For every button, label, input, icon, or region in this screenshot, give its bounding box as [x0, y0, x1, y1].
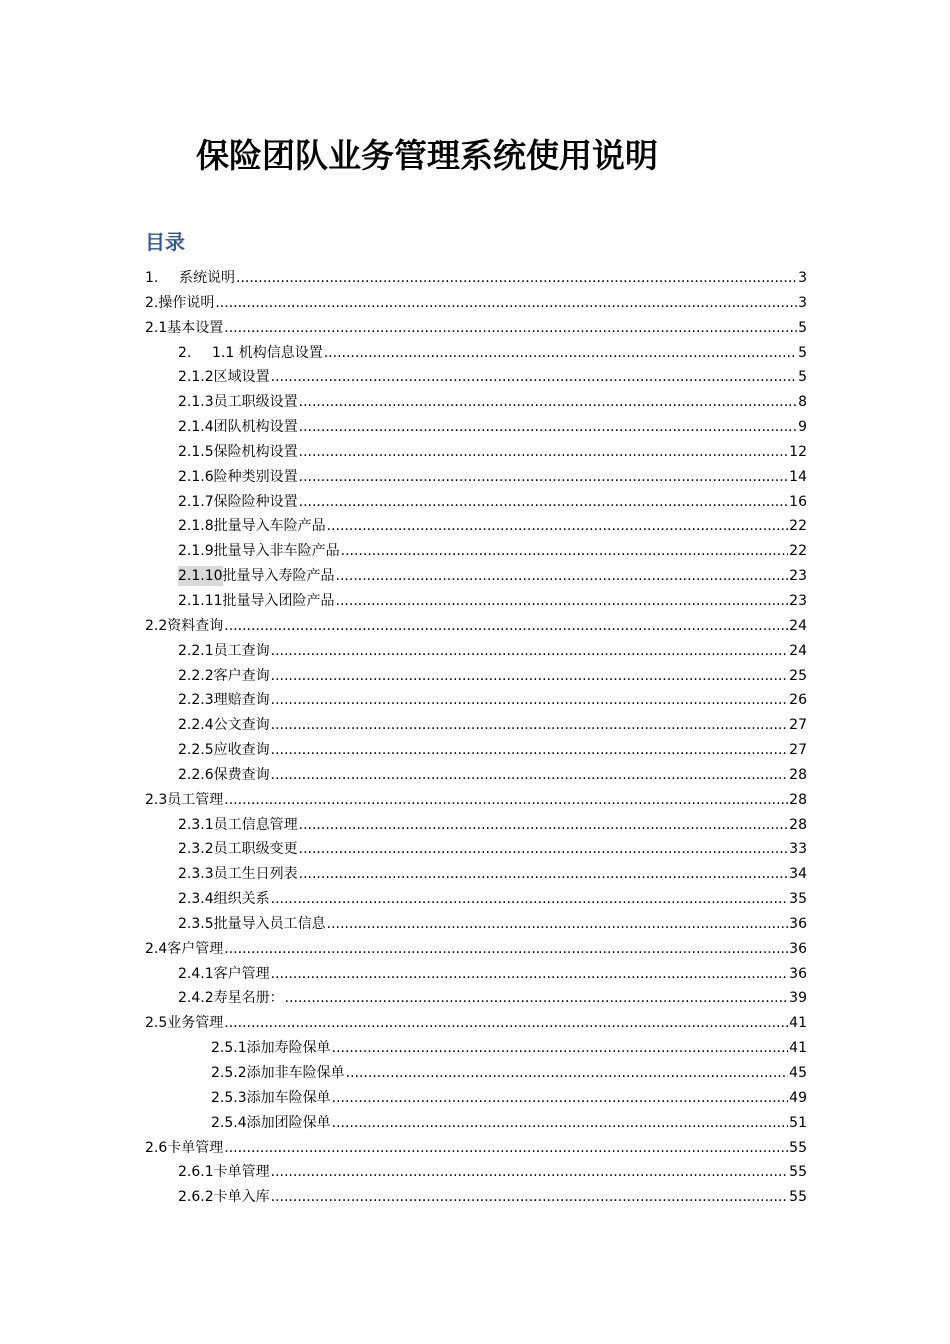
- toc-page-number: 24: [789, 642, 807, 659]
- toc-dot-leader: [271, 641, 789, 661]
- toc-entry-title: 客户查询: [213, 667, 270, 684]
- toc-page-number: 36: [789, 915, 807, 932]
- toc-page-number: 51: [789, 1114, 807, 1131]
- toc-entry-number: 2.3.1: [178, 816, 214, 833]
- toc-entry-title: 资料查询: [167, 617, 224, 634]
- toc-page-number: 12: [789, 443, 807, 460]
- toc-page-number: 23: [789, 592, 807, 609]
- toc-entry-number: 2.6.2: [178, 1189, 214, 1206]
- toc-entry-title: 理赔查询: [213, 692, 270, 709]
- toc-entry-title: 添加非车险保单: [246, 1065, 345, 1081]
- toc-entry-title: 险种类别设置: [213, 468, 298, 485]
- toc-entry-title: 员工职级设置: [213, 394, 298, 411]
- toc-entry-number: 2.6: [145, 1139, 168, 1156]
- toc-entry-title: 卡单管理: [213, 1164, 270, 1181]
- toc-entry[interactable]: [145, 988, 807, 1013]
- toc-entry-number: 2.1.5: [178, 443, 214, 460]
- toc-dot-leader: [271, 1187, 789, 1207]
- toc-entry-number: 2.2.6: [178, 766, 214, 783]
- toc-entry[interactable]: [145, 914, 807, 939]
- toc-dot-leader: [299, 864, 789, 884]
- toc-entry-title: 应收查询: [213, 742, 270, 759]
- toc-dot-leader: [224, 939, 788, 959]
- toc-dot-leader: [285, 988, 789, 1008]
- toc-entry[interactable]: [145, 516, 807, 541]
- toc-entry-title: 添加团险保单: [246, 1114, 331, 1131]
- toc-dot-leader: [271, 690, 789, 710]
- toc-entry-title: 操作说明: [158, 294, 215, 311]
- toc-dot-leader: [327, 516, 789, 536]
- toc-entry[interactable]: [145, 293, 807, 318]
- toc-entry[interactable]: [145, 616, 807, 641]
- toc-entry-number: 1.: [145, 270, 159, 286]
- toc-entry[interactable]: [145, 591, 807, 616]
- toc-entry-number: 2.5.4: [211, 1114, 247, 1131]
- toc-heading: 目录: [145, 230, 185, 254]
- toc-entry-title: 公文查询: [213, 717, 270, 734]
- toc-page-number: 22: [789, 518, 807, 535]
- toc-page-number: 22: [789, 543, 807, 560]
- toc-entry[interactable]: [145, 1088, 807, 1113]
- toc-page-number: 27: [789, 742, 807, 759]
- table-of-contents: [145, 268, 807, 1212]
- toc-entry-number: 2.: [178, 344, 192, 361]
- toc-dot-leader: [332, 1038, 789, 1058]
- toc-entry-number: 2.2.2: [178, 667, 214, 684]
- toc-entry-title: 添加车险保单: [246, 1089, 331, 1106]
- toc-entry-title: 组织关系: [213, 891, 270, 908]
- toc-entry-number: 2.2.4: [178, 717, 214, 734]
- toc-page-number: 3: [798, 294, 807, 311]
- toc-page-number: 16: [789, 493, 807, 510]
- toc-dot-leader: [271, 740, 789, 760]
- toc-entry[interactable]: [145, 417, 807, 442]
- toc-entry-title: 基本设置: [167, 319, 224, 336]
- toc-entry[interactable]: [145, 367, 807, 392]
- toc-entry[interactable]: [145, 964, 807, 989]
- toc-page-number: 5: [798, 369, 807, 386]
- toc-entry[interactable]: [145, 318, 807, 343]
- toc-page-number: 39: [789, 990, 807, 1007]
- toc-entry[interactable]: [145, 1138, 807, 1163]
- toc-page-number: 3: [798, 270, 807, 286]
- toc-entry-number: 2.4: [145, 940, 168, 957]
- toc-entry[interactable]: [145, 790, 807, 815]
- toc-dot-leader: [332, 1088, 789, 1108]
- toc-dot-leader: [236, 268, 797, 288]
- toc-entry-number: 2.6.1: [178, 1164, 214, 1181]
- toc-entry-number: 2.5.1: [211, 1040, 247, 1057]
- toc-entry[interactable]: [145, 268, 807, 293]
- toc-dot-leader: [215, 293, 797, 313]
- toc-entry-number: 2.3.2: [178, 841, 214, 858]
- toc-page-number: 28: [789, 766, 807, 783]
- toc-entry-number: 2.3.5: [178, 915, 214, 932]
- toc-page-number: 23: [789, 568, 807, 585]
- toc-entry-number: 2.1.9: [178, 543, 214, 560]
- toc-entry-title: 客户管理: [213, 965, 270, 982]
- toc-entry[interactable]: [145, 1187, 807, 1212]
- toc-dot-leader: [224, 318, 797, 338]
- toc-entry-title: 批量导入寿险产品: [222, 568, 335, 585]
- toc-page-number: 8: [798, 394, 807, 411]
- toc-page-number: 28: [789, 816, 807, 833]
- toc-entry-number: 2.4.2: [178, 990, 214, 1007]
- toc-entry[interactable]: [145, 666, 807, 691]
- document-title: 保险团队业务管理系统使用说明: [196, 136, 658, 175]
- toc-page-number: 27: [789, 717, 807, 734]
- toc-dot-leader: [271, 765, 789, 785]
- toc-entry-number: 2.1.2: [178, 369, 214, 386]
- toc-entry[interactable]: [145, 740, 807, 765]
- toc-page-number: 36: [789, 965, 807, 982]
- toc-entry[interactable]: [145, 1162, 807, 1187]
- toc-dot-leader: [336, 566, 789, 586]
- toc-dot-leader: [271, 889, 789, 909]
- toc-entry-number: 2.5.3: [211, 1089, 247, 1106]
- toc-page-number: 5: [798, 319, 807, 336]
- toc-entry-title: 保险机构设置: [213, 443, 298, 460]
- toc-entry[interactable]: [145, 641, 807, 666]
- toc-entry[interactable]: [145, 541, 807, 566]
- toc-entry-number: 2.1.11: [178, 592, 223, 609]
- toc-entry[interactable]: [145, 1038, 807, 1063]
- toc-page-number: 33: [789, 841, 807, 858]
- toc-dot-leader: [299, 392, 797, 412]
- toc-dot-leader: [346, 1063, 789, 1083]
- toc-entry-title: 批量导入团险产品: [222, 592, 335, 609]
- toc-entry-number: 2.2.5: [178, 742, 214, 759]
- toc-entry-number: 2.4.1: [178, 965, 214, 982]
- toc-dot-leader: [324, 343, 797, 363]
- toc-dot-leader: [224, 1138, 788, 1158]
- toc-entry[interactable]: [145, 1113, 807, 1138]
- toc-entry-number: 2.5.2: [211, 1065, 247, 1081]
- toc-dot-leader: [341, 541, 789, 561]
- toc-page-number: 41: [789, 1040, 807, 1057]
- toc-entry[interactable]: [145, 690, 807, 715]
- toc-entry-number: 2.1.3: [178, 394, 214, 411]
- toc-page-number: 9: [798, 419, 807, 436]
- toc-entry-number: 2.1.6: [178, 468, 214, 485]
- toc-dot-leader: [299, 442, 789, 462]
- toc-page-number: 26: [789, 692, 807, 709]
- toc-entry-title: 批量导入员工信息: [213, 915, 326, 932]
- toc-entry[interactable]: [145, 715, 807, 740]
- toc-page-number: 28: [789, 791, 807, 808]
- toc-entry-title: 卡单管理: [167, 1139, 224, 1156]
- toc-entry[interactable]: [145, 492, 807, 517]
- toc-page-number: 55: [789, 1139, 807, 1156]
- toc-entry-title: 员工职级变更: [213, 841, 298, 858]
- toc-entry[interactable]: [145, 442, 807, 467]
- toc-entry-title: 批量导入非车险产品: [213, 543, 340, 560]
- toc-entry[interactable]: [145, 939, 807, 964]
- toc-dot-leader: [299, 492, 789, 512]
- toc-entry-number: 2.: [145, 294, 159, 311]
- toc-entry[interactable]: [145, 343, 807, 368]
- toc-entry[interactable]: [145, 864, 807, 889]
- toc-dot-leader: [332, 1113, 789, 1133]
- toc-dot-leader: [336, 591, 789, 611]
- toc-entry-number: 2.5: [145, 1015, 168, 1032]
- toc-entry-title: 系统说明: [179, 270, 235, 286]
- toc-page-number: 45: [789, 1065, 807, 1081]
- toc-entry-title: 员工管理: [167, 791, 224, 808]
- toc-entry-number: 2.2.3: [178, 692, 214, 709]
- toc-dot-leader: [224, 790, 788, 810]
- toc-dot-leader: [299, 417, 797, 437]
- toc-entry-title: 业务管理: [167, 1015, 224, 1032]
- toc-dot-leader: [271, 1162, 789, 1182]
- toc-entry[interactable]: [145, 1063, 807, 1088]
- toc-dot-leader: [299, 815, 789, 835]
- toc-dot-leader: [327, 914, 789, 934]
- toc-dot-leader: [271, 367, 797, 387]
- toc-entry[interactable]: [145, 765, 807, 790]
- toc-entry-title: 团队机构设置: [213, 419, 298, 436]
- toc-entry-title: 员工查询: [213, 642, 270, 659]
- toc-entry-title: 添加寿险保单: [246, 1040, 331, 1057]
- toc-entry-title: 客户管理: [167, 940, 224, 957]
- toc-entry-number: 2.1.7: [178, 493, 214, 510]
- toc-entry-title: 卡单入库: [213, 1189, 270, 1206]
- toc-entry[interactable]: [145, 839, 807, 864]
- toc-entry-title: 寿星名册：: [213, 990, 284, 1007]
- toc-entry[interactable]: [145, 815, 807, 840]
- toc-entry-title: 批量导入车险产品: [213, 518, 326, 535]
- toc-entry-number: 2.2: [145, 617, 168, 634]
- toc-entry[interactable]: [145, 889, 807, 914]
- toc-entry[interactable]: [145, 1013, 807, 1038]
- toc-entry-number: 2.3: [145, 791, 168, 808]
- toc-page-number: 5: [798, 344, 807, 361]
- toc-page-number: 24: [789, 617, 807, 634]
- toc-entry-number: 2.1.10: [178, 568, 223, 585]
- toc-page-number: 41: [789, 1015, 807, 1032]
- toc-entry[interactable]: [145, 467, 807, 492]
- toc-entry-number: 2.3.3: [178, 866, 214, 883]
- toc-entry-title: 区域设置: [213, 369, 270, 386]
- toc-dot-leader: [224, 1013, 788, 1033]
- toc-entry[interactable]: [145, 392, 807, 417]
- toc-page-number: 35: [789, 891, 807, 908]
- toc-page-number: 34: [789, 866, 807, 883]
- toc-dot-leader: [271, 964, 789, 984]
- toc-entry-title: 1.1 机构信息设置: [212, 344, 323, 361]
- toc-dot-leader: [271, 666, 789, 686]
- toc-entry-title: 保险险种设置: [213, 493, 298, 510]
- toc-page-number: 55: [789, 1189, 807, 1206]
- toc-page-number: 55: [789, 1164, 807, 1181]
- toc-entry-number: 2.3.4: [178, 891, 214, 908]
- toc-dot-leader: [271, 715, 789, 735]
- toc-entry-title: 保费查询: [213, 766, 270, 783]
- toc-page-number: 49: [789, 1089, 807, 1106]
- toc-entry[interactable]: [145, 566, 807, 591]
- toc-dot-leader: [299, 467, 789, 487]
- toc-page-number: 25: [789, 667, 807, 684]
- toc-entry-title: 员工信息管理: [213, 816, 298, 833]
- toc-page-number: 14: [789, 468, 807, 485]
- toc-entry-title: 员工生日列表: [213, 866, 298, 883]
- toc-entry-number: 2.1.4: [178, 419, 214, 436]
- toc-entry-number: 2.1: [145, 319, 168, 336]
- toc-dot-leader: [224, 616, 788, 636]
- toc-entry-number: 2.2.1: [178, 642, 214, 659]
- toc-dot-leader: [299, 839, 789, 859]
- toc-page-number: 36: [789, 940, 807, 957]
- toc-entry-number: 2.1.8: [178, 518, 214, 535]
